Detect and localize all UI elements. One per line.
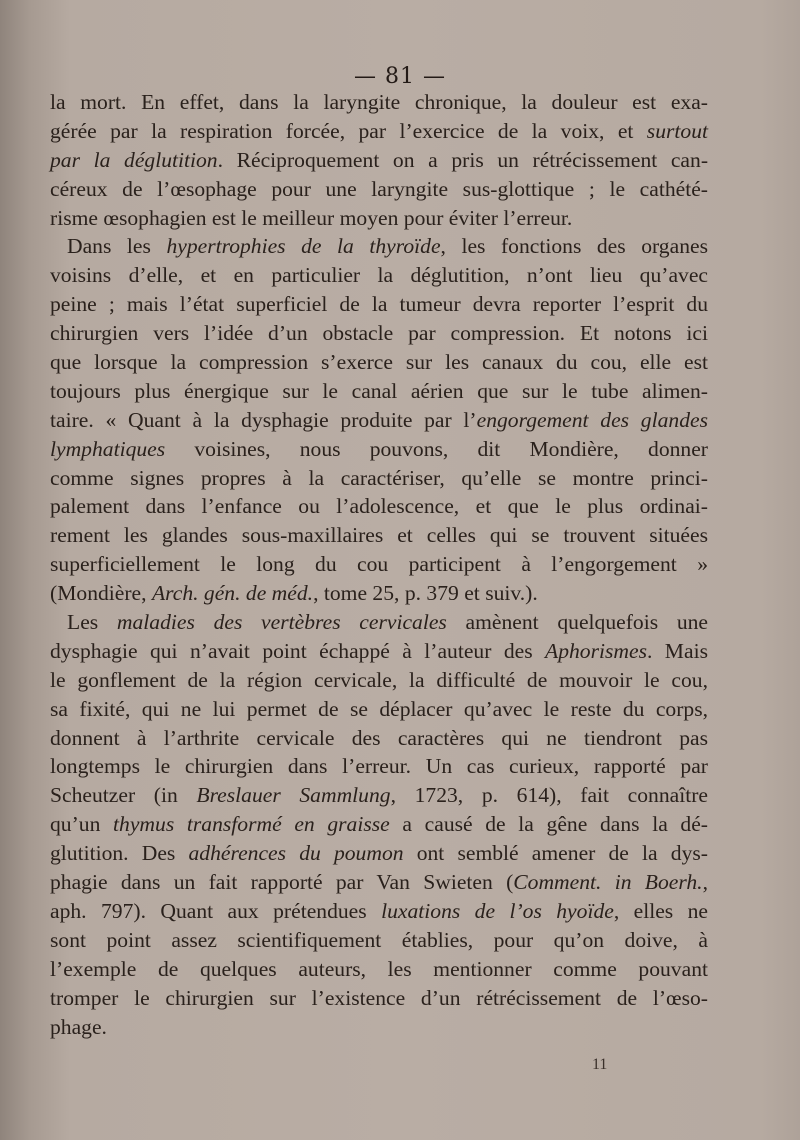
italic-text: lymphatiques	[50, 436, 166, 461]
text-line	[50, 637, 708, 666]
text-line	[50, 724, 708, 753]
text-segment: . Mais	[647, 638, 708, 663]
text-segment: voisines, nous pouvons, dit Mondière, donner	[165, 436, 708, 461]
text-line	[50, 550, 708, 579]
text-line	[50, 261, 708, 290]
italic-text: Breslauer Sammlung	[196, 783, 391, 808]
text-segment: ont semblé amener de la dys-	[403, 841, 708, 866]
text-segment: glutition. Des	[50, 841, 189, 866]
text-line	[50, 810, 708, 839]
text-segment: dysphagie qui n’avait point échappé à l’auteur des	[50, 638, 546, 663]
text-line	[50, 579, 708, 608]
text-segment: comme signes propres à la caractériser, qu’elle se montre princi-	[50, 465, 708, 490]
italic-text: hypertrophies de la thyroïde	[166, 234, 441, 259]
text-segment: (Mondière,	[50, 581, 152, 606]
text-segment: le gonflement de la région cervicale, la difficulté de mouvoir le cou,	[50, 667, 708, 692]
text-segment: amènent quelquefois une	[446, 610, 709, 635]
text-segment: phage.	[50, 1014, 107, 1039]
text-segment: risme œsophagien est le meilleur moyen pour éviter l’erreur.	[50, 205, 573, 230]
text-line	[50, 666, 708, 695]
text-line	[50, 319, 708, 348]
text-segment: longtemps le chirurgien dans l’erreur. Un cas curieux, rapporté par	[50, 754, 708, 779]
text-line	[50, 955, 708, 984]
text-segment: , tome 25, p. 379 et suiv.).	[313, 581, 538, 606]
text-line	[50, 608, 708, 637]
text-line	[50, 839, 708, 868]
text-line	[50, 521, 708, 550]
text-segment: toujours plus énergique sur le canal aérien que sur le tube alimen-	[50, 378, 708, 403]
text-segment: la mort. En effet, dans la laryngite chronique, la douleur est exa-	[50, 90, 708, 114]
signature-mark: 11	[592, 1056, 608, 1073]
text-segment: sa fixité, qui ne lui permet de se déplacer qu’avec le reste du corps,	[50, 696, 708, 721]
text-line	[50, 984, 708, 1013]
italic-text: Aphorismes	[545, 638, 647, 663]
text-segment: l’exemple de quelques auteurs, les mentionner comme pouvant	[50, 956, 708, 981]
text-segment: Scheutzer (in	[50, 783, 197, 808]
body-text	[50, 88, 708, 1041]
text-segment: Les	[67, 610, 117, 635]
text-line	[50, 435, 708, 464]
text-line	[50, 695, 708, 724]
text-line	[50, 117, 708, 146]
text-segment: , 1723, p. 614), fait connaître	[390, 783, 708, 808]
text-line	[50, 1013, 708, 1042]
text-segment: Dans les	[67, 234, 167, 259]
text-line	[50, 88, 708, 117]
text-segment: . Réciproquement on a pris un rétrécissement can-	[217, 147, 709, 172]
italic-text: par la déglutition	[50, 147, 218, 172]
italic-text: engorgement des glandes	[476, 407, 708, 432]
text-line	[50, 406, 708, 435]
text-line	[50, 204, 708, 233]
text-segment: que lorsque la compression s’exerce sur les canaux du cou, elle est	[50, 350, 708, 375]
text-segment: , elles ne	[613, 898, 708, 923]
text-segment: donnent à l’arthrite cervicale des caractères qui ne tiendront pas	[50, 725, 708, 750]
text-line	[50, 290, 708, 319]
italic-text: Arch. gén. de méd.	[151, 581, 314, 606]
text-line	[50, 492, 708, 521]
text-line	[50, 175, 708, 204]
text-line	[50, 232, 708, 261]
text-segment: aph. 797). Quant aux prétendues	[50, 898, 382, 923]
text-segment: sont point assez scientifiquement établies, pour qu’on doive, à	[50, 927, 708, 952]
italic-text: adhérences du poumon	[188, 841, 404, 866]
italic-text: Comment. in Boerh.	[513, 870, 703, 895]
text-segment: superficiellement le long du cou participent à l’engorgement »	[50, 552, 708, 577]
text-line	[50, 752, 708, 781]
text-segment: palement dans l’enfance ou l’adolescence, et que le plus ordinai-	[50, 494, 708, 519]
text-segment: a causé de la gêne dans la dé-	[389, 812, 709, 837]
text-line	[50, 926, 708, 955]
text-line	[50, 377, 708, 406]
text-line	[50, 348, 708, 377]
text-line	[50, 146, 708, 175]
text-line	[50, 781, 708, 810]
text-segment: taire. « Quant à la dysphagie produite par l’	[50, 407, 477, 432]
text-segment: ,	[702, 870, 708, 895]
text-segment: chirurgien vers l’idée d’un obstacle par compression. Et notons ici	[50, 321, 708, 346]
text-segment: voisins d’elle, et en particulier la déglutition, n’ont lieu qu’avec	[50, 263, 708, 288]
text-segment: phagie dans un fait rapporté par Van Swieten (	[50, 870, 514, 895]
italic-text: thymus transformé en graisse	[113, 812, 390, 837]
text-line	[50, 897, 708, 926]
text-segment: gérée par la respiration forcée, par l’exercice de la voix, et	[50, 118, 647, 143]
text-segment: céreux de l’œsophage pour une laryngite sus-glottique ; le cathété-	[50, 176, 708, 201]
text-line	[50, 464, 708, 493]
page-number: — 81 —	[354, 64, 446, 89]
italic-text: surtout	[646, 118, 708, 143]
text-segment: tromper le chirurgien sur l’existence d’un rétrécissement de l’œso-	[50, 985, 708, 1010]
italic-text: maladies des vertèbres cervicales	[116, 610, 447, 635]
italic-text: luxations de l’os hyoïde	[381, 898, 614, 923]
text-segment: , les fonctions des organes	[440, 234, 708, 259]
text-line	[50, 868, 708, 897]
text-segment: peine ; mais l’état superficiel de la tumeur devra reporter l’esprit du	[50, 292, 708, 317]
text-segment: rement les glandes sous-maxillaires et celles qui se trouvent situées	[50, 523, 708, 548]
text-segment: qu’un	[50, 812, 114, 837]
